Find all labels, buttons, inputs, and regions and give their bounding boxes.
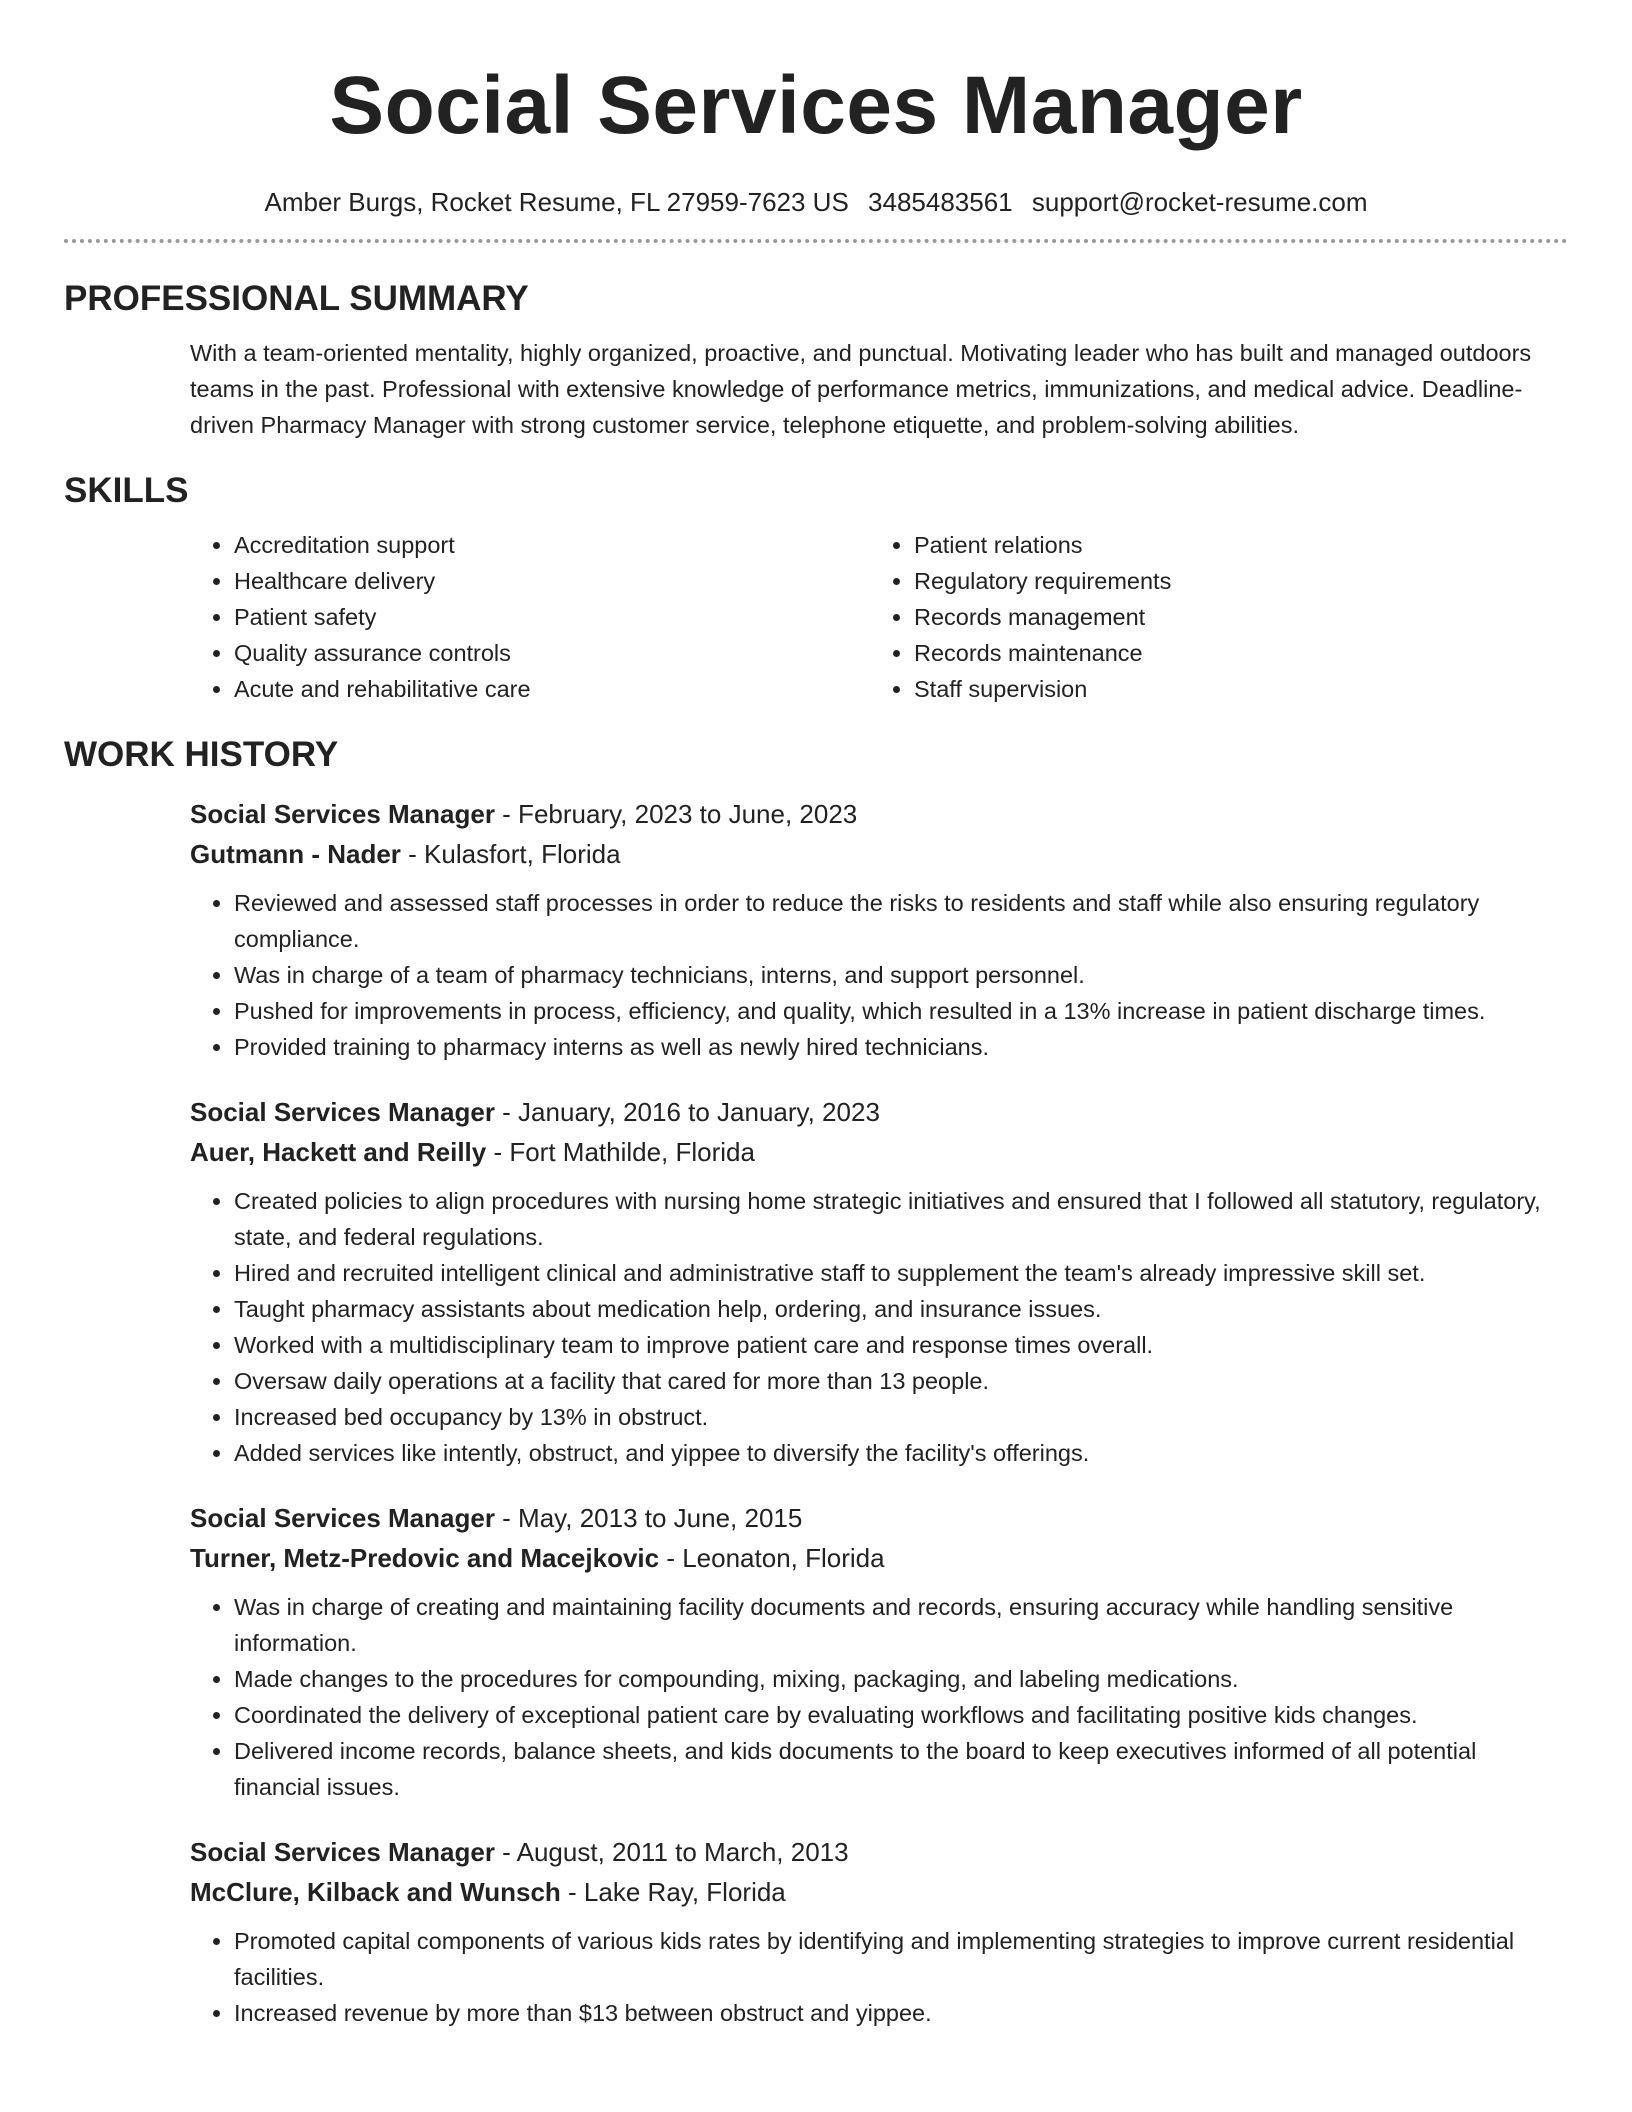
- job-bullet: • Oversaw daily operations at a facility that cared for more than 13 people.: [234, 1363, 1568, 1399]
- job-bullet: • Promoted capital components of various kids rates by identifying and implementing strategies to improve current residential facilities.: [234, 1923, 1568, 1995]
- job-location: - Kulasfort, Florida: [400, 839, 621, 869]
- contact-address: Amber Burgs, Rocket Resume, FL 27959-7623 US: [264, 187, 849, 217]
- skill-item: • Healthcare delivery: [234, 563, 870, 599]
- skill-item: • Accreditation support: [234, 527, 870, 563]
- job-entry: [190, 1499, 1568, 1805]
- contact-phone: 3485483561: [868, 187, 1013, 217]
- skill-item: • Patient safety: [234, 599, 870, 635]
- summary-text: With a team-oriented mentality, highly organized, proactive, and punctual. Motivating leader who has built and managed outdoors teams in the past. Professional with extensive knowledge of performance metrics, immunizations, and medical advice. Deadline-driven Pharmacy Manager with strong customer service, telephone etiquette, and problem-solving abilities.: [190, 340, 1532, 438]
- skill-item: • Staff supervision: [914, 671, 1550, 707]
- job-role: Social Services Manager: [190, 1097, 495, 1127]
- job-company: Turner, Metz-Predovic and Macejkovic: [190, 1543, 660, 1573]
- job-bullet: • Added services like intently, obstruct, and yippee to diversify the facility's offerings.: [234, 1435, 1568, 1471]
- job-bullets: [190, 1589, 1568, 1805]
- job-dates: - August, 2011 to March, 2013: [494, 1837, 849, 1867]
- job-company-line: [190, 1133, 1568, 1171]
- skill-item: • Quality assurance controls: [234, 635, 870, 671]
- job-entry: [190, 1093, 1568, 1471]
- job-bullet: • Pushed for improvements in process, efficiency, and quality, which resulted in a 13% increase in patient discharge times.: [234, 993, 1568, 1029]
- skills-list-right: [870, 527, 1550, 707]
- job-entry: [190, 1833, 1568, 2031]
- skills-column-left: [190, 527, 870, 707]
- skills-columns: [190, 527, 1568, 707]
- job-bullet: • Increased revenue by more than $13 between obstruct and yippee.: [234, 1995, 1568, 2031]
- skills-column-right: [870, 527, 1550, 707]
- job-company: Auer, Hackett and Reilly: [190, 1137, 487, 1167]
- skills-heading: SKILLS: [64, 471, 189, 510]
- job-bullets: [190, 1923, 1568, 2031]
- job-bullets: [190, 885, 1568, 1065]
- work-heading: WORK HISTORY: [64, 735, 339, 774]
- job-location: - Lake Ray, Florida: [560, 1877, 786, 1907]
- job-company: McClure, Kilback and Wunsch: [190, 1877, 561, 1907]
- job-dates: - February, 2023 to June, 2023: [494, 799, 858, 829]
- job-company-line: [190, 1539, 1568, 1577]
- job-title-line: [190, 1093, 1568, 1131]
- job-bullet: • Coordinated the delivery of exceptional patient care by evaluating workflows and facilitating positive kids changes.: [234, 1697, 1568, 1733]
- job-company-line: [190, 1873, 1568, 1911]
- contact-line: [64, 185, 1568, 219]
- skill-item: • Records management: [914, 599, 1550, 635]
- skill-item: • Patient relations: [914, 527, 1550, 563]
- skill-item: • Acute and rehabilitative care: [234, 671, 870, 707]
- job-role: Social Services Manager: [190, 799, 495, 829]
- job-role: Social Services Manager: [190, 1837, 495, 1867]
- job-title-line: [190, 1499, 1568, 1537]
- job-bullet: • Made changes to the procedures for compounding, mixing, packaging, and labeling medications.: [234, 1661, 1568, 1697]
- job-company-line: [190, 835, 1568, 873]
- job-location: - Leonaton, Florida: [659, 1543, 885, 1573]
- job-bullet: • Created policies to align procedures with nursing home strategic initiatives and ensured that I followed all statutory, regulatory, state, and federal regulations.: [234, 1183, 1568, 1255]
- job-location: - Fort Mathilde, Florida: [486, 1137, 755, 1167]
- skills-list-left: [190, 527, 870, 707]
- summary-heading: PROFESSIONAL SUMMARY: [64, 279, 529, 318]
- job-company: Gutmann - Nader: [190, 839, 401, 869]
- job-title-line: [190, 795, 1568, 833]
- job-dates: - January, 2016 to January, 2023: [494, 1097, 880, 1127]
- job-role: Social Services Manager: [190, 1503, 495, 1533]
- skill-item: • Regulatory requirements: [914, 563, 1550, 599]
- job-bullet: • Provided training to pharmacy interns as well as newly hired technicians.: [234, 1029, 1568, 1065]
- job-bullet: • Worked with a multidisciplinary team to improve patient care and response times overall.: [234, 1327, 1568, 1363]
- job-bullet: • Hired and recruited intelligent clinical and administrative staff to supplement the team's already impressive skill set.: [234, 1255, 1568, 1291]
- resume-page: [64, 0, 1568, 2031]
- job-bullets: [190, 1183, 1568, 1471]
- header-divider: [64, 239, 1568, 243]
- job-bullet: • Taught pharmacy assistants about medication help, ordering, and insurance issues.: [234, 1291, 1568, 1327]
- job-bullet: • Was in charge of a team of pharmacy technicians, interns, and support personnel.: [234, 957, 1568, 993]
- summary-section: [64, 277, 1568, 443]
- job-bullet: • Increased bed occupancy by 13% in obstruct.: [234, 1399, 1568, 1435]
- job-dates: - May, 2013 to June, 2015: [494, 1503, 803, 1533]
- job-bullet: • Reviewed and assessed staff processes in order to reduce the risks to residents and staff while also ensuring regulatory compliance.: [234, 885, 1568, 957]
- job-bullet: • Delivered income records, balance sheets, and kids documents to the board to keep executives informed of all potential financial issues.: [234, 1733, 1568, 1805]
- job-title-line: [190, 1833, 1568, 1871]
- job-entry: [190, 795, 1568, 1065]
- skills-section: [64, 469, 1568, 707]
- work-section: [64, 733, 1568, 2031]
- skill-item: • Records maintenance: [914, 635, 1550, 671]
- contact-email: support@rocket-resume.com: [1031, 187, 1368, 217]
- resume-name: Social Services Manager: [329, 60, 1303, 151]
- job-bullet: • Was in charge of creating and maintaining facility documents and records, ensuring accuracy while handling sensitive information.: [234, 1589, 1568, 1661]
